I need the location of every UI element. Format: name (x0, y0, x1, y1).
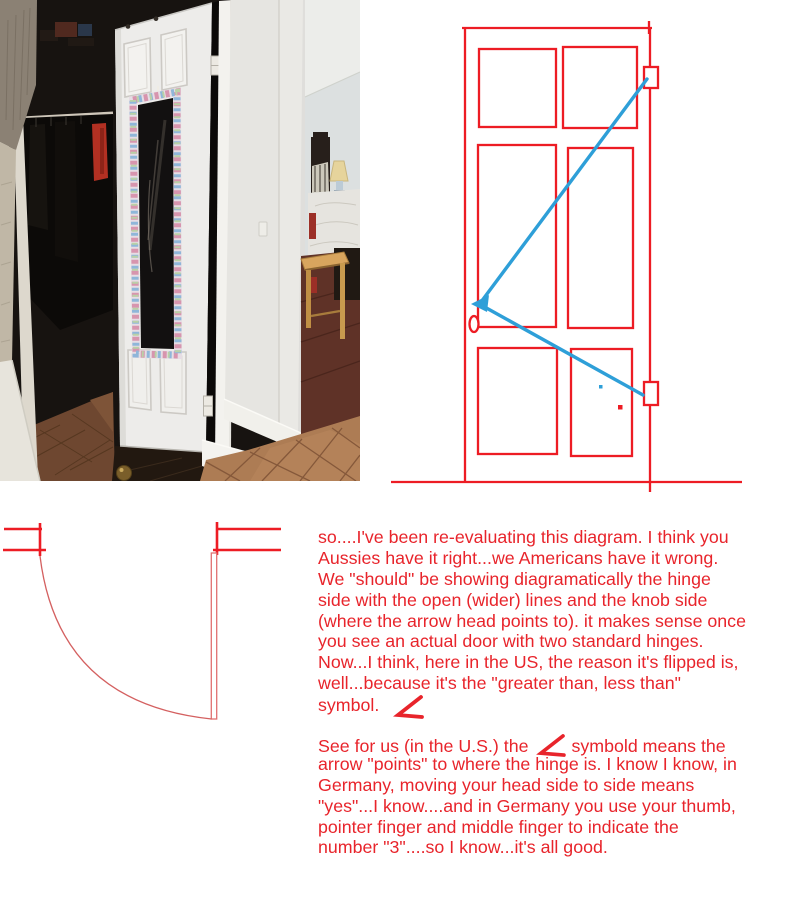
door-top-bumper (154, 16, 159, 21)
door-swing-plan-diagram (0, 508, 300, 736)
mirror-glass (138, 98, 174, 349)
door-knob-mark (470, 316, 479, 332)
hinge-top (644, 67, 658, 88)
text-line: We "should" be showing diagramatically the hinge (318, 568, 711, 589)
red-chair-edge (309, 213, 316, 239)
door-elevation-diagram (388, 0, 752, 500)
bedroom-glimpse (301, 0, 360, 440)
light-switch (259, 222, 267, 236)
panel-bottom-right (571, 349, 632, 456)
text-line: well...because it's the "greater than, less than" (318, 673, 681, 694)
door-swing-arc (40, 556, 212, 719)
text-line: Aussies have it right...we Americans have it wrong. (318, 547, 719, 568)
stray-blue-dot (599, 385, 603, 389)
text-line: Now...I think, here in the US, the reason it's flipped is, (318, 652, 739, 673)
text-line: pointer finger and middle finger to indicate the (318, 816, 679, 837)
panel-top-right (563, 47, 637, 128)
door-with-mirror-photo (0, 0, 360, 481)
paragraph-1 (318, 527, 746, 715)
panel-bottom-left (478, 348, 557, 454)
text-line: (where the arrow head points to). it makes sense once (318, 610, 746, 631)
text-line: number "3"....so I know...it's all good. (318, 837, 608, 858)
white-door (115, 3, 212, 481)
text-line: "yes"...I know....and in Germany you use your thumb, (318, 795, 736, 816)
paragraph-2 (318, 733, 737, 858)
panel-mid-right (568, 148, 633, 328)
door-knob (117, 466, 132, 481)
door-hinge (204, 396, 213, 416)
door-leaf-plan (211, 553, 216, 719)
text-line (318, 733, 737, 754)
hinge-bottom (644, 382, 658, 405)
panel-top-left (479, 49, 556, 127)
text-line: side with the open (wider) lines and the knob side (318, 589, 708, 610)
door-outline-red (391, 21, 742, 492)
text-line: Germany, moving your head side to side means (318, 774, 695, 795)
panel-mid-left (478, 145, 556, 327)
bed-pillow (312, 162, 329, 193)
text-line: arrow "points" to where the hinge is. I know I know, in (318, 753, 737, 774)
text-line-fragment: symbold means the (571, 736, 726, 756)
door-top-bumper (126, 24, 131, 29)
text-line (318, 694, 746, 715)
blue-arrowhead (471, 295, 489, 312)
text-line: you see an actual door with two standard hinges. (318, 631, 704, 652)
door-hinge (211, 56, 220, 75)
plan-walls (3, 522, 281, 556)
stray-red-dot (618, 405, 623, 410)
text-line-fragment: symbol. (318, 695, 380, 716)
bed (308, 189, 360, 256)
hanging-clothes (24, 114, 113, 330)
angle-symbol-icon (391, 694, 425, 724)
hallway-wall (224, 0, 311, 452)
text-line: so....I've been re-evaluating this diagram. I think you (318, 527, 729, 547)
text-line-fragment: See for us (in the U.S.) the (318, 736, 529, 756)
